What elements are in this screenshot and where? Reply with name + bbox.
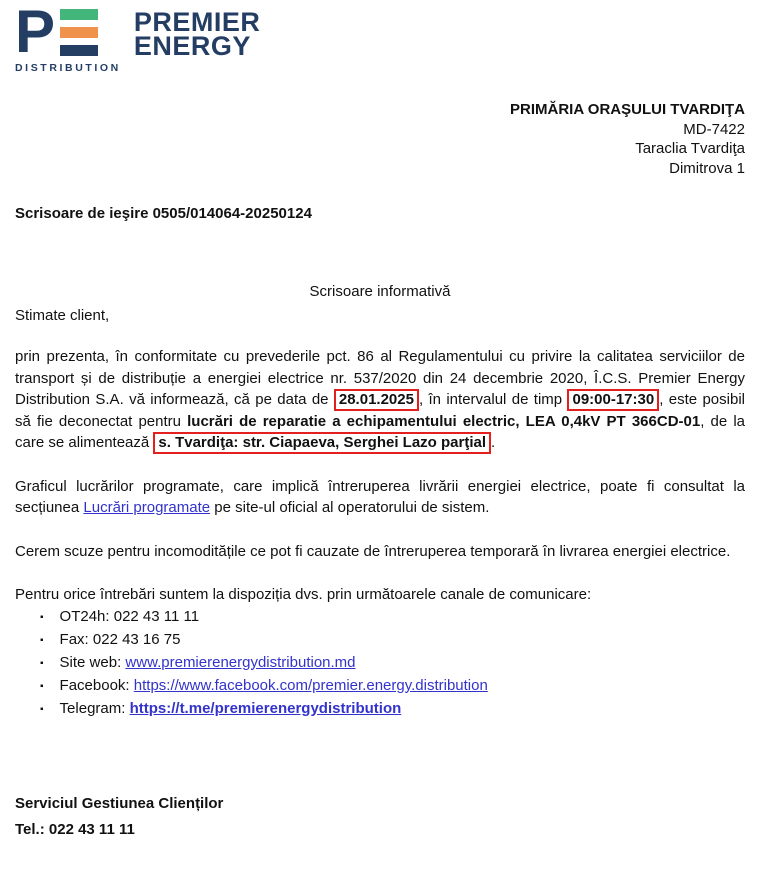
contact-facebook-label: Facebook: bbox=[59, 676, 134, 694]
recipient-name: PRIMĂRIA ORAŞULUI TVARDIŢA bbox=[510, 101, 745, 118]
bullet-icon: ▪ bbox=[40, 611, 44, 623]
paragraph-apology: Cerem scuze pentru incomoditățile ce pot fi cauzate de întreruperea temporară în livrarea energiei electrice. bbox=[15, 542, 731, 560]
logo-energy-label: ENERGY bbox=[133, 31, 251, 61]
paragraph-main-text-4: , de la care se alimentează bbox=[15, 412, 745, 451]
logo-premier-label: PREMIER bbox=[133, 7, 261, 37]
document-title: Scrisoare informativă bbox=[309, 283, 451, 300]
recipient-district: Taraclia Tvardiţa bbox=[635, 140, 745, 157]
logo-bar-orange-icon bbox=[60, 27, 98, 38]
facebook-link[interactable]: https://www.facebook.com/premier.energy.distribution bbox=[133, 676, 488, 694]
logo-wordmark bbox=[133, 7, 261, 61]
logo-letter-p: P bbox=[15, 0, 54, 65]
paragraph-schedule-text-2: pe site-ul oficial al operatorului de sistem. bbox=[210, 499, 490, 516]
paragraph-main-text-5: . bbox=[491, 434, 496, 451]
list-item-site-web bbox=[15, 652, 745, 675]
paragraph-main bbox=[15, 346, 745, 454]
contact-site-label: Site web: bbox=[59, 653, 126, 671]
bullet-icon: ▪ bbox=[40, 634, 44, 646]
bullet-icon: ▪ bbox=[40, 657, 44, 669]
paragraph-contacts-intro: Pentru orice întrebări suntem la dispoziția dvs. prin următoarele canale de comunicare: bbox=[15, 586, 592, 603]
paragraph-main-text-1: prin prezenta, în conformitate cu prevederile pct. 86 al Regulamentului cu privire la calitatea serviciilor de transport și de distribuție a energiei electrice nr. 537/2020 din 24 decembrie 2020, Î.C.S. Premier Energy Distribution S.A. vă informează, că pe data de bbox=[15, 348, 745, 408]
highlight-affected-area: s. Tvardiţa: str. Ciapaeva, Serghei Lazo parţial bbox=[153, 432, 491, 454]
contact-fax: Fax: 022 43 16 75 bbox=[59, 630, 181, 648]
highlight-date: 28.01.2025 bbox=[334, 389, 419, 411]
bullet-icon: ▪ bbox=[40, 680, 44, 692]
site-web-link[interactable]: www.premierenergydistribution.md bbox=[125, 653, 356, 671]
contact-channels-list bbox=[15, 606, 745, 721]
contact-ot24h: OT24h: 022 43 11 11 bbox=[59, 607, 200, 625]
recipient-postal-code: MD-7422 bbox=[683, 120, 745, 138]
logo-letter-e-bars bbox=[60, 9, 98, 56]
department-name: Serviciul Gestiunea Clienților bbox=[15, 794, 224, 812]
letter-number: Scrisoare de ieşire 0505/014064-20250124 bbox=[15, 205, 312, 222]
list-item-ot24h bbox=[15, 606, 745, 629]
scheduled-works-link[interactable]: Lucrări programate bbox=[83, 499, 211, 516]
bullet-icon: ▪ bbox=[40, 703, 44, 715]
logo-bar-green-icon bbox=[60, 9, 98, 20]
list-item-telegram bbox=[15, 698, 745, 721]
logo-mark bbox=[15, 0, 121, 74]
recipient-street: Dimitrova 1 bbox=[669, 159, 745, 177]
list-item-fax bbox=[15, 629, 745, 652]
telegram-link[interactable]: https://t.me/premierenergydistribution bbox=[129, 699, 402, 717]
signature-block bbox=[15, 791, 745, 843]
paragraph-main-text-3: , este posibil să fie deconectat pentru bbox=[15, 391, 745, 430]
logo-distribution-label: DISTRIBUTION bbox=[15, 62, 121, 74]
logo-bar-navy-icon bbox=[60, 45, 98, 56]
list-item-facebook bbox=[15, 675, 745, 698]
paragraph-schedule bbox=[15, 476, 745, 519]
work-description: lucrări de reparatie a echipamentului electric, LEA 0,4kV PT 366CD-01 bbox=[187, 412, 701, 430]
recipient-block bbox=[15, 100, 745, 178]
highlight-time-interval: 09:00-17:30 bbox=[567, 389, 659, 411]
paragraph-schedule-text-1: Graficul lucrărilor programate, care implică întreruperea livrării energiei electrice, poate fi consultat la secțiunea bbox=[15, 477, 745, 516]
premier-energy-logo bbox=[15, 0, 745, 74]
paragraph-main-text-2: , în intervalul de timp bbox=[418, 391, 568, 408]
contact-telegram-label: Telegram: bbox=[59, 699, 130, 717]
salutation: Stimate client, bbox=[15, 307, 110, 324]
department-phone: Tel.: 022 43 11 11 bbox=[15, 820, 135, 838]
